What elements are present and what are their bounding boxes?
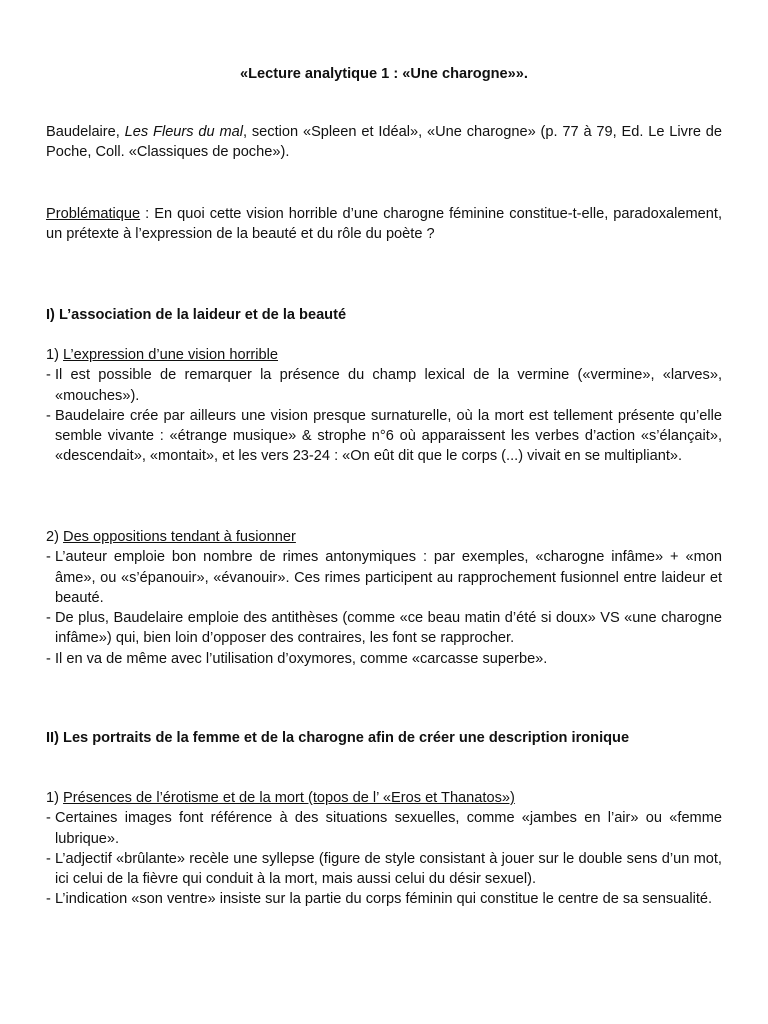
reference-details: , section «Spleen et Idéal», «Une charogne» (p. 77 à 79, Ed. Le Livre de Poche, Coll. «Classiques de poche»). bbox=[46, 124, 722, 161]
list-item: - De plus, Baudelaire emploie des antithèses (comme «ce beau matin d’été si doux» VS «une charogne infâme») qui, bien loin d’opposer des contraires, les font se rapprocher. bbox=[46, 608, 722, 649]
problematique-paragraph bbox=[46, 204, 722, 245]
reference-paragraph bbox=[46, 122, 722, 163]
document-title: «Lecture analytique 1 : «Une charogne»». bbox=[240, 66, 528, 82]
section-title: Des oppositions tendant à fusionner bbox=[63, 529, 296, 545]
bullet-list bbox=[46, 808, 722, 909]
reference-author: Baudelaire, bbox=[46, 124, 125, 140]
section-title: L’expression d’une vision horrible bbox=[63, 347, 279, 363]
list-item: - L’auteur emploie bon nombre de rimes antonymiques : par exemples, «charogne infâme» + «mon âme», ou «s’épanouir», «évanouir». Ces rimes participent au rapprochement fusionnel entre laideur et beauté. bbox=[46, 547, 722, 608]
reference-work-title: Les Fleurs du mal bbox=[124, 124, 243, 140]
bullet-list bbox=[46, 365, 722, 466]
part1-section1-heading bbox=[46, 345, 722, 365]
section-number: 1) bbox=[46, 347, 64, 363]
part1-section2-heading bbox=[46, 527, 722, 547]
list-item: - Il est possible de remarquer la présence du champ lexical de la vermine («vermine», «larves», «mouches»). bbox=[46, 365, 722, 406]
section-number: 2) bbox=[46, 529, 64, 545]
problematique-text: : En quoi cette vision horrible d’une charogne féminine constitue-t-elle, paradoxalement, un prétexte à l’expression de la beauté et du rôle du poète ? bbox=[46, 206, 722, 243]
list-item: - Baudelaire crée par ailleurs une vision presque surnaturelle, où la mort est tellement présente qu’elle semble vivante : «étrange musique» & strophe n°6 où apparaissent les verbes d’action «s’élançait», «descendait», «montait», et les vers 23-24 : «On eût dit que le corps (...) vivait en se multipliant». bbox=[46, 406, 722, 467]
list-item: - L’indication «son ventre» insiste sur la partie du corps féminin qui constitue le centre de sa sensualité. bbox=[46, 889, 722, 909]
part2-heading: II) Les portraits de la femme et de la charogne afin de créer une description ironique bbox=[46, 730, 630, 746]
list-item: - L’adjectif «brûlante» recèle une syllepse (figure de style consistant à jouer sur le double sens d’un mot, ici celui de la fièvre qui conduit à la mort, mais aussi celui du désir sexuel). bbox=[46, 849, 722, 890]
part2-section1 bbox=[46, 788, 722, 910]
problematique-label: Problématique bbox=[46, 206, 141, 222]
bullet-list bbox=[46, 547, 722, 669]
part1-section2 bbox=[46, 527, 722, 669]
part2-section1-heading bbox=[46, 788, 722, 808]
list-item: - Certaines images font référence à des situations sexuelles, comme «jambes en l’air» ou «femme lubrique». bbox=[46, 808, 722, 849]
section-title: Présences de l’érotisme et de la mort (topos de l’ «Eros et Thanatos») bbox=[63, 790, 515, 806]
part1-section1 bbox=[46, 345, 722, 467]
list-item: - Il en va de même avec l’utilisation d’oxymores, comme «carcasse superbe». bbox=[46, 649, 722, 669]
part1-heading: I) L’association de la laideur et de la beauté bbox=[46, 307, 347, 323]
section-number: 1) bbox=[46, 790, 64, 806]
